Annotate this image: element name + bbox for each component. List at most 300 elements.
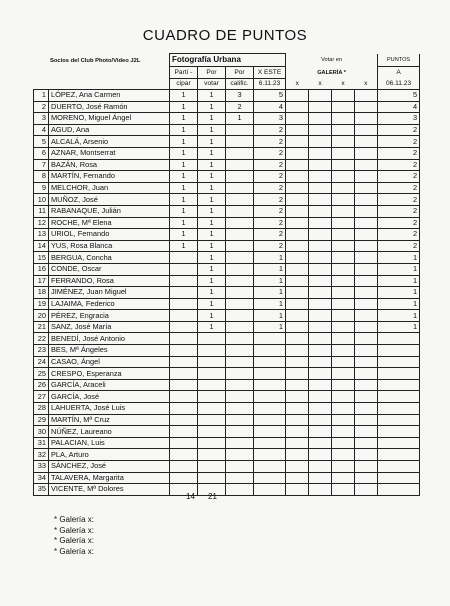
gallery-x-2: x xyxy=(309,79,332,90)
gallery-cell xyxy=(286,217,309,229)
votar-value xyxy=(198,472,226,484)
row-number: 15 xyxy=(34,252,49,264)
gallery-cell xyxy=(355,147,378,159)
xeste-value: 2 xyxy=(254,217,286,229)
row-number: 4 xyxy=(34,124,49,136)
table-row xyxy=(34,437,420,449)
gallery-cell xyxy=(332,449,355,461)
points-total xyxy=(378,345,420,357)
gallery-cell xyxy=(355,287,378,299)
gallery-cell xyxy=(309,437,332,449)
calific-value xyxy=(226,147,254,159)
gallery-x-1: x xyxy=(286,79,309,90)
xeste-value xyxy=(254,414,286,426)
table-row xyxy=(34,217,420,229)
gallery-cell xyxy=(355,449,378,461)
calific-value xyxy=(226,403,254,415)
row-number: 25 xyxy=(34,368,49,380)
gallery-cell xyxy=(332,124,355,136)
gallery-cell xyxy=(286,472,309,484)
gallery-cell xyxy=(332,252,355,264)
votar-value xyxy=(198,461,226,473)
member-name: RABANAQUE, Julián xyxy=(49,205,170,217)
gallery-cell xyxy=(309,147,332,159)
gallery-cell xyxy=(332,310,355,322)
table-row xyxy=(34,321,420,333)
xeste-value xyxy=(254,379,286,391)
row-number: 12 xyxy=(34,217,49,229)
gallery-cell xyxy=(309,484,332,496)
gallery-cell xyxy=(355,252,378,264)
gallery-cell xyxy=(309,461,332,473)
calific-value xyxy=(226,194,254,206)
row-number: 20 xyxy=(34,310,49,322)
points-total: 2 xyxy=(378,194,420,206)
gallery-cell xyxy=(355,263,378,275)
gallery-x-3: x xyxy=(332,79,355,90)
gallery-cell xyxy=(309,333,332,345)
member-name: BENEDÍ, José Antonio xyxy=(49,333,170,345)
gallery-cell xyxy=(355,124,378,136)
calific-value: 1 xyxy=(226,113,254,125)
participar-value: 1 xyxy=(170,159,198,171)
gallery-cell xyxy=(309,310,332,322)
row-number: 13 xyxy=(34,229,49,241)
votar-value: 1 xyxy=(198,321,226,333)
xeste-value: 2 xyxy=(254,147,286,159)
gallery-cell xyxy=(332,414,355,426)
points-total xyxy=(378,461,420,473)
gallery-cell xyxy=(332,484,355,496)
gallery-cell xyxy=(355,217,378,229)
calific-value xyxy=(226,310,254,322)
xeste-value xyxy=(254,472,286,484)
row-number: 19 xyxy=(34,298,49,310)
puntos-label: PUNTOS xyxy=(378,54,420,67)
calific-value xyxy=(226,240,254,252)
xeste-value xyxy=(254,437,286,449)
row-number: 28 xyxy=(34,403,49,415)
points-total xyxy=(378,391,420,403)
points-total xyxy=(378,472,420,484)
row-number: 21 xyxy=(34,321,49,333)
xeste-value: 2 xyxy=(254,159,286,171)
calific-header-2: calific. xyxy=(226,79,254,90)
gallery-cell xyxy=(286,321,309,333)
calific-value xyxy=(226,345,254,357)
participar-value: 1 xyxy=(170,171,198,183)
votar-value xyxy=(198,437,226,449)
gallery-cell xyxy=(286,345,309,357)
gallery-cell xyxy=(309,391,332,403)
row-number: 8 xyxy=(34,171,49,183)
gallery-cell xyxy=(355,461,378,473)
votar-value: 1 xyxy=(198,182,226,194)
participar-value xyxy=(170,310,198,322)
votar-value: 1 xyxy=(198,217,226,229)
participar-value xyxy=(170,287,198,299)
participar-value: 1 xyxy=(170,147,198,159)
member-name: VICENTE, Mª Dolores xyxy=(49,484,170,496)
gallery-cell xyxy=(286,356,309,368)
gallery-cell xyxy=(309,182,332,194)
table-row xyxy=(34,298,420,310)
gallery-cell xyxy=(355,205,378,217)
calific-value xyxy=(226,414,254,426)
gallery-cell xyxy=(332,391,355,403)
xeste-value: 2 xyxy=(254,136,286,148)
gallery-cell xyxy=(332,345,355,357)
member-name: SANZ, José María xyxy=(49,321,170,333)
calific-value xyxy=(226,287,254,299)
participar-value xyxy=(170,368,198,380)
table-row xyxy=(34,275,420,287)
gallery-cell xyxy=(332,263,355,275)
points-total: 1 xyxy=(378,310,420,322)
votar-value: 1 xyxy=(198,136,226,148)
table-row xyxy=(34,171,420,183)
votar-en-label: Votar en xyxy=(286,54,378,67)
points-total: 2 xyxy=(378,182,420,194)
table-row xyxy=(34,194,420,206)
gallery-cell xyxy=(355,391,378,403)
table-row xyxy=(34,461,420,473)
gallery-cell xyxy=(286,159,309,171)
gallery-cell xyxy=(286,333,309,345)
gallery-cell xyxy=(309,298,332,310)
xeste-value: 1 xyxy=(254,310,286,322)
member-name: ALCALÁ, Arsenio xyxy=(49,136,170,148)
participar-value xyxy=(170,298,198,310)
gallery-cell xyxy=(355,159,378,171)
xeste-value: 2 xyxy=(254,205,286,217)
row-number: 23 xyxy=(34,345,49,357)
gallery-cell xyxy=(332,426,355,438)
row-number: 2 xyxy=(34,101,49,113)
points-total: 1 xyxy=(378,275,420,287)
gallery-cell xyxy=(309,321,332,333)
gallery-cell xyxy=(309,414,332,426)
gallery-cell xyxy=(332,217,355,229)
gallery-cell xyxy=(286,298,309,310)
row-number: 9 xyxy=(34,182,49,194)
votar-value: 1 xyxy=(198,101,226,113)
gallery-cell xyxy=(286,379,309,391)
table-row xyxy=(34,368,420,380)
a-label: A xyxy=(378,67,420,79)
gallery-cell xyxy=(309,368,332,380)
table-row xyxy=(34,136,420,148)
votar-value: 1 xyxy=(198,252,226,264)
gallery-cell xyxy=(286,252,309,264)
gallery-cell xyxy=(286,171,309,183)
table-row xyxy=(34,403,420,415)
gallery-cell xyxy=(332,437,355,449)
xeste-value: 1 xyxy=(254,321,286,333)
gallery-cell xyxy=(355,437,378,449)
gallery-cell xyxy=(355,356,378,368)
xeste-value: 1 xyxy=(254,287,286,299)
row-number: 32 xyxy=(34,449,49,461)
table-row xyxy=(34,90,420,102)
participar-value xyxy=(170,403,198,415)
row-number: 26 xyxy=(34,379,49,391)
points-total: 3 xyxy=(378,113,420,125)
member-name: MARTÍN, Fernando xyxy=(49,171,170,183)
participar-value: 1 xyxy=(170,90,198,102)
gallery-cell xyxy=(332,147,355,159)
calific-value: 2 xyxy=(226,101,254,113)
votar-value: 1 xyxy=(198,275,226,287)
member-name: MORENO, Miguel Ángel xyxy=(49,113,170,125)
gallery-cell xyxy=(332,356,355,368)
row-number: 27 xyxy=(34,391,49,403)
gallery-cell xyxy=(355,426,378,438)
votar-value xyxy=(198,449,226,461)
page-title: CUADRO DE PUNTOS xyxy=(142,27,308,44)
member-name: LÓPEZ, Ana Carmen xyxy=(49,90,170,102)
participar-value: 1 xyxy=(170,136,198,148)
member-name: LAHUERTA, José Luis xyxy=(49,403,170,415)
gallery-cell xyxy=(286,391,309,403)
participar-header-1: Partí - xyxy=(170,67,198,79)
calific-value xyxy=(226,229,254,241)
gallery-cell xyxy=(309,113,332,125)
gallery-cell xyxy=(332,461,355,473)
xeste-value xyxy=(254,426,286,438)
member-name: PLA, Arturo xyxy=(49,449,170,461)
gallery-cell xyxy=(309,379,332,391)
participar-value xyxy=(170,449,198,461)
gallery-cell xyxy=(332,113,355,125)
gallery-cell xyxy=(332,298,355,310)
points-total: 4 xyxy=(378,101,420,113)
participar-value: 1 xyxy=(170,217,198,229)
points-total xyxy=(378,414,420,426)
gallery-cell xyxy=(355,310,378,322)
votar-value: 1 xyxy=(198,90,226,102)
gallery-cell xyxy=(332,472,355,484)
votar-value: 1 xyxy=(198,159,226,171)
table-row xyxy=(34,426,420,438)
member-name: CONDE, Oscar xyxy=(49,263,170,275)
row-number: 10 xyxy=(34,194,49,206)
participar-value xyxy=(170,263,198,275)
table-row xyxy=(34,310,420,322)
calific-value xyxy=(226,205,254,217)
table-row xyxy=(34,379,420,391)
gallery-cell xyxy=(309,217,332,229)
xeste-header-1: X ESTE xyxy=(254,67,286,79)
member-name: CRESPO, Esperanza xyxy=(49,368,170,380)
gallery-cell xyxy=(286,426,309,438)
gallery-cell xyxy=(309,403,332,415)
gallery-cell xyxy=(332,368,355,380)
votar-value: 1 xyxy=(198,194,226,206)
gallery-x-4: x xyxy=(355,79,378,90)
participar-value: 1 xyxy=(170,240,198,252)
votar-value: 1 xyxy=(198,298,226,310)
gallery-cell xyxy=(286,229,309,241)
galeria-label: GALERÍA * xyxy=(286,67,378,79)
row-number: 11 xyxy=(34,205,49,217)
votar-value xyxy=(198,391,226,403)
xeste-value: 1 xyxy=(254,298,286,310)
gallery-cell xyxy=(309,449,332,461)
points-total xyxy=(378,403,420,415)
calific-value xyxy=(226,391,254,403)
gallery-cell xyxy=(332,101,355,113)
points-total: 2 xyxy=(378,171,420,183)
points-total: 2 xyxy=(378,217,420,229)
votar-value: 1 xyxy=(198,263,226,275)
gallery-cell xyxy=(355,182,378,194)
gallery-cell xyxy=(309,171,332,183)
member-name: BERGUA, Concha xyxy=(49,252,170,264)
gallery-cell xyxy=(309,136,332,148)
gallery-cell xyxy=(332,90,355,102)
table-row xyxy=(34,449,420,461)
participar-value xyxy=(170,426,198,438)
participar-value xyxy=(170,252,198,264)
xeste-value: 2 xyxy=(254,194,286,206)
table-row xyxy=(34,252,420,264)
gallery-cell xyxy=(286,90,309,102)
participar-value: 1 xyxy=(170,182,198,194)
member-name: GARCÍA, Araceli xyxy=(49,379,170,391)
gallery-cell xyxy=(309,159,332,171)
gallery-cell xyxy=(309,263,332,275)
date-header: 06.11.23 xyxy=(378,79,420,90)
xeste-value: 2 xyxy=(254,229,286,241)
member-name: BES, Mª Ángeles xyxy=(49,345,170,357)
gallery-cell xyxy=(286,147,309,159)
table-row xyxy=(34,124,420,136)
points-table xyxy=(33,53,420,496)
member-name: SÁNCHEZ, José xyxy=(49,461,170,473)
calific-value xyxy=(226,136,254,148)
gallery-cell xyxy=(286,263,309,275)
votar-value: 1 xyxy=(198,124,226,136)
votar-value xyxy=(198,414,226,426)
member-name: DUERTO, José Ramón xyxy=(49,101,170,113)
gallery-cell xyxy=(355,345,378,357)
table-row xyxy=(34,159,420,171)
gallery-cell xyxy=(309,252,332,264)
gallery-cell xyxy=(309,345,332,357)
row-number: 16 xyxy=(34,263,49,275)
table-row xyxy=(34,147,420,159)
xeste-value xyxy=(254,403,286,415)
member-name: LAJAIMA, Federico xyxy=(49,298,170,310)
row-number: 22 xyxy=(34,333,49,345)
xeste-value xyxy=(254,356,286,368)
votar-value: 1 xyxy=(198,287,226,299)
table-row xyxy=(34,240,420,252)
calific-value xyxy=(226,182,254,194)
points-total: 2 xyxy=(378,159,420,171)
points-total xyxy=(378,379,420,391)
member-name: MUÑOZ, José xyxy=(49,194,170,206)
member-name: JIMÉNEZ, Juan Miguel xyxy=(49,287,170,299)
votar-value: 1 xyxy=(198,229,226,241)
points-total xyxy=(378,333,420,345)
gallery-cell xyxy=(286,182,309,194)
points-total: 1 xyxy=(378,263,420,275)
points-total: 2 xyxy=(378,229,420,241)
table-row xyxy=(34,205,420,217)
points-total: 2 xyxy=(378,124,420,136)
xeste-value xyxy=(254,333,286,345)
participar-value: 1 xyxy=(170,205,198,217)
gallery-cell xyxy=(309,101,332,113)
gallery-cell xyxy=(286,414,309,426)
row-number: 31 xyxy=(34,437,49,449)
gallery-cell xyxy=(355,113,378,125)
calific-value xyxy=(226,356,254,368)
xeste-value xyxy=(254,345,286,357)
table-row xyxy=(34,182,420,194)
table-row xyxy=(34,229,420,241)
row-number: 33 xyxy=(34,461,49,473)
calific-value xyxy=(226,159,254,171)
xeste-value xyxy=(254,368,286,380)
calific-value xyxy=(226,426,254,438)
gallery-cell xyxy=(355,321,378,333)
row-number: 7 xyxy=(34,159,49,171)
member-name: URIOL, Fernando xyxy=(49,229,170,241)
points-total: 1 xyxy=(378,321,420,333)
gallery-cell xyxy=(286,310,309,322)
points-total: 1 xyxy=(378,287,420,299)
member-name: MARTÍN, Mª Cruz xyxy=(49,414,170,426)
calific-value xyxy=(226,275,254,287)
calific-value xyxy=(226,484,254,496)
row-number: 24 xyxy=(34,356,49,368)
gallery-cell xyxy=(286,136,309,148)
gallery-cell xyxy=(355,136,378,148)
participar-value: 1 xyxy=(170,101,198,113)
gallery-note: * Galería x: xyxy=(54,536,95,546)
participar-value xyxy=(170,391,198,403)
gallery-cell xyxy=(355,484,378,496)
gallery-cell xyxy=(332,275,355,287)
participar-value: 1 xyxy=(170,124,198,136)
votar-value: 1 xyxy=(198,147,226,159)
gallery-cell xyxy=(286,240,309,252)
xeste-value: 3 xyxy=(254,113,286,125)
gallery-cell xyxy=(309,472,332,484)
participar-value xyxy=(170,379,198,391)
table-row xyxy=(34,356,420,368)
gallery-cell xyxy=(355,403,378,415)
xeste-value xyxy=(254,391,286,403)
gallery-cell xyxy=(309,229,332,241)
calific-value xyxy=(226,379,254,391)
member-name: BAZÁN, Rosa xyxy=(49,159,170,171)
participar-header-2: cipar xyxy=(170,79,198,90)
gallery-cell xyxy=(355,333,378,345)
row-number: 29 xyxy=(34,414,49,426)
row-number: 6 xyxy=(34,147,49,159)
points-total xyxy=(378,437,420,449)
member-name: TALAVERA, Margarita xyxy=(49,472,170,484)
table-row xyxy=(34,263,420,275)
gallery-cell xyxy=(355,194,378,206)
gallery-cell xyxy=(355,379,378,391)
gallery-cell xyxy=(355,171,378,183)
row-number: 30 xyxy=(34,426,49,438)
